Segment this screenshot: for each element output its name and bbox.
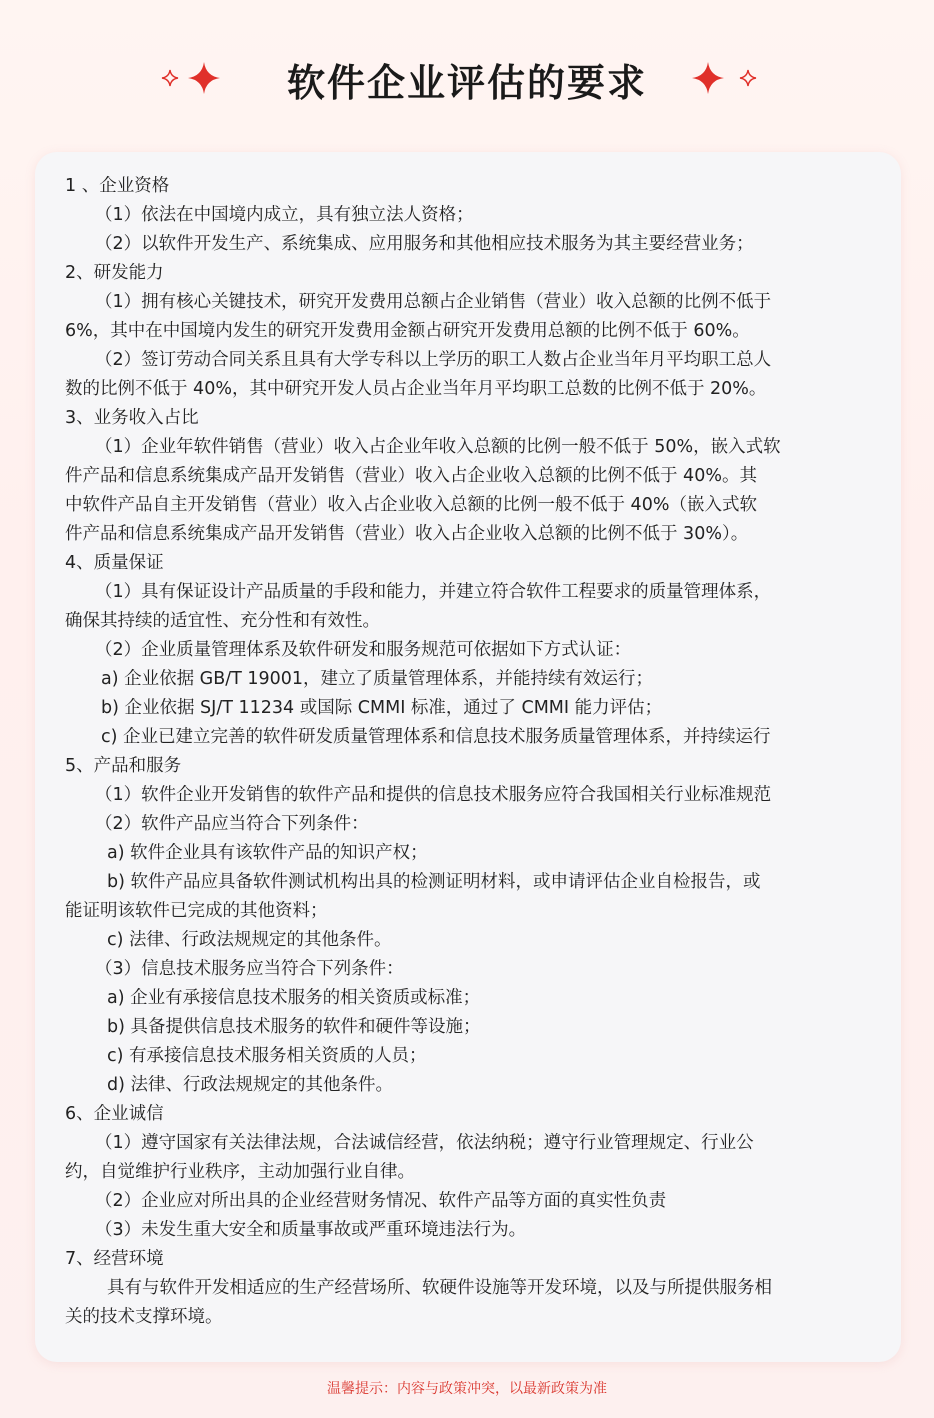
requirements-text: [65, 172, 877, 1332]
page-title: 软件企业评估的要求: [286, 61, 647, 105]
text-line: （3）未发生重大安全和质量事故或严重环境违法行为。: [95, 1220, 527, 1240]
text-line: c) 有承接信息技术服务相关资质的人员；: [107, 1046, 427, 1066]
text-line: 数的比例不低于 40%，其中研究开发人员占企业当年月平均职工总数的比例不低于 20%。: [65, 379, 767, 399]
text-line: 中软件产品自主开发销售（营业）收入占企业收入总额的比例一般不低于 40%（嵌入式软: [65, 495, 757, 515]
text-line: b) 软件产品应具备软件测试机构出具的检测证明材料，或申请评估企业自检报告，或: [107, 872, 761, 892]
text-line: （1）具有保证设计产品质量的手段和能力，并建立符合软件工程要求的质量管理体系，: [95, 582, 772, 602]
text-line: （1）依法在中国境内成立，具有独立法人资格；: [95, 205, 474, 225]
text-line: c) 法律、行政法规规定的其他条件。: [107, 930, 392, 950]
text-line: b) 具备提供信息技术服务的软件和硬件等设施；: [107, 1017, 481, 1037]
text-line: （2）签订劳动合同关系且具有大学专科以上学历的职工人数占企业当年月平均职工总人: [95, 350, 772, 370]
text-line: （3）信息技术服务应当符合下列条件：: [95, 959, 404, 979]
section-heading: 5、产品和服务: [65, 756, 182, 776]
four-point-star-icon: [692, 62, 724, 94]
sparkle-icon: [740, 70, 756, 86]
text-line: 确保其持续的适宜性、充分性和有效性。: [65, 611, 380, 631]
section-heading: 6%，其中在中国境内发生的研究开发费用金额占研究开发费用总额的比例不低于 60%。: [65, 321, 750, 341]
text-line: 件产品和信息系统集成产品开发销售（营业）收入占企业收入总额的比例不低于 30%）。: [65, 524, 749, 544]
section-heading: 1 、企业资格: [65, 176, 170, 196]
text-line: 关的技术支撑环境。: [65, 1307, 223, 1327]
text-line: （1）遵守国家有关法律法规，合法诚信经营，依法纳税；遵守行业管理规定、行业公: [95, 1133, 754, 1153]
text-line: （2）企业质量管理体系及软件研发和服务规范可依据如下方式认证：: [95, 640, 632, 660]
section-heading: 4、质量保证: [65, 553, 164, 573]
text-line: 件产品和信息系统集成产品开发销售（营业）收入占企业收入总额的比例不低于 40%。其: [65, 466, 757, 486]
right-decoration: [690, 58, 840, 98]
text-line: （2）软件产品应当符合下列条件：: [95, 814, 369, 834]
section-heading: 6、企业诚信: [65, 1104, 164, 1124]
text-line: a) 企业依据 GB/T 19001，建立了质量管理体系，并能持续有效运行；: [101, 669, 654, 689]
text-line: a) 软件企业具有该软件产品的知识产权；: [107, 843, 428, 863]
footer-note: 温馨提示：内容与政策冲突，以最新政策为准: [327, 1381, 607, 1397]
text-line: c) 企业已建立完善的软件研发质量管理体系和信息技术服务质量管理体系，并持续运行: [101, 727, 771, 747]
section-heading: 7、经营环境: [65, 1249, 164, 1269]
text-line: 具有与软件开发相适应的生产经营场所、软硬件设施等开发环境，以及与所提供服务相: [107, 1278, 772, 1298]
text-line: （2）企业应对所出具的企业经营财务情况、软件产品等方面的真实性负责: [95, 1191, 667, 1211]
text-line: （1）企业年软件销售（营业）收入占企业年收入总额的比例一般不低于 50%，嵌入式软: [95, 437, 781, 457]
text-line: （2）以软件开发生产、系统集成、应用服务和其他相应技术服务为其主要经营业务；: [95, 234, 754, 254]
text-line: 约，自觉维护行业秩序，主动加强行业自律。: [65, 1162, 415, 1182]
text-line: （1）拥有核心关键技术，研究开发费用总额占企业销售（营业）收入总额的比例不低于: [95, 292, 772, 312]
text-line: 能证明该软件已完成的其他资料；: [65, 901, 328, 921]
text-line: b) 企业依据 SJ/T 11234 或国际 CMMI 标准，通过了 CMMI 能力评估；: [101, 698, 663, 718]
section-heading: 2、研发能力: [65, 263, 164, 283]
header: [0, 42, 934, 118]
text-line: a) 企业有承接信息技术服务的相关资质或标准；: [107, 988, 481, 1008]
section-heading: 3、业务收入占比: [65, 408, 199, 428]
text-line: d) 法律、行政法规规定的其他条件。: [107, 1075, 393, 1095]
content-card: [35, 152, 901, 1362]
text-line: （1）软件企业开发销售的软件产品和提供的信息技术服务应符合我国相关行业标准规范: [95, 785, 772, 805]
